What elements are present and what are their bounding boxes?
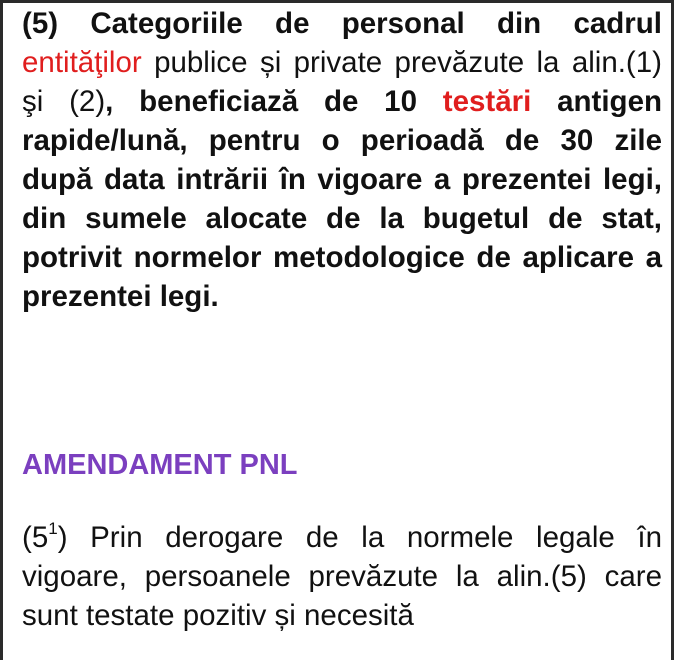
paragraph-5-1-number-base: (5 xyxy=(22,521,49,554)
paragraph-5-1 xyxy=(22,518,662,635)
paragraph-5-bold-1: , beneficiază de 10 xyxy=(105,85,443,118)
highlight-entitatilor: entităţilor xyxy=(22,46,142,79)
paragraph-5-1-number-sup: 1 xyxy=(48,519,58,539)
paragraph-5 xyxy=(22,4,662,316)
paragraph-5-1-number xyxy=(22,521,68,554)
paragraph-5-bold-2: antigen rapide/lună, pentru o perioadă de 30 zile după data intrării în vigoare a prezentei legi, din sumele alocate de la bugetul de stat, potrivit normelor metodologice de aplicare a prezentei legi. xyxy=(22,85,663,313)
paragraph-5-1-number-close: ) xyxy=(57,521,68,554)
amendment-title: AMENDAMENT PNL xyxy=(22,449,298,481)
paragraph-5-normal: publice și private prevăzute la alin.(1) şi (2) xyxy=(22,46,662,118)
paragraph-5-lead: (5) Categoriile de personal din cadrul xyxy=(22,7,662,40)
highlight-testari: testări xyxy=(442,85,532,118)
paragraph-5-1-text: Prin derogare de la normele legale în vigoare, persoanele prevăzute la alin.(5) care sunt testate pozitiv și necesită xyxy=(22,521,662,632)
